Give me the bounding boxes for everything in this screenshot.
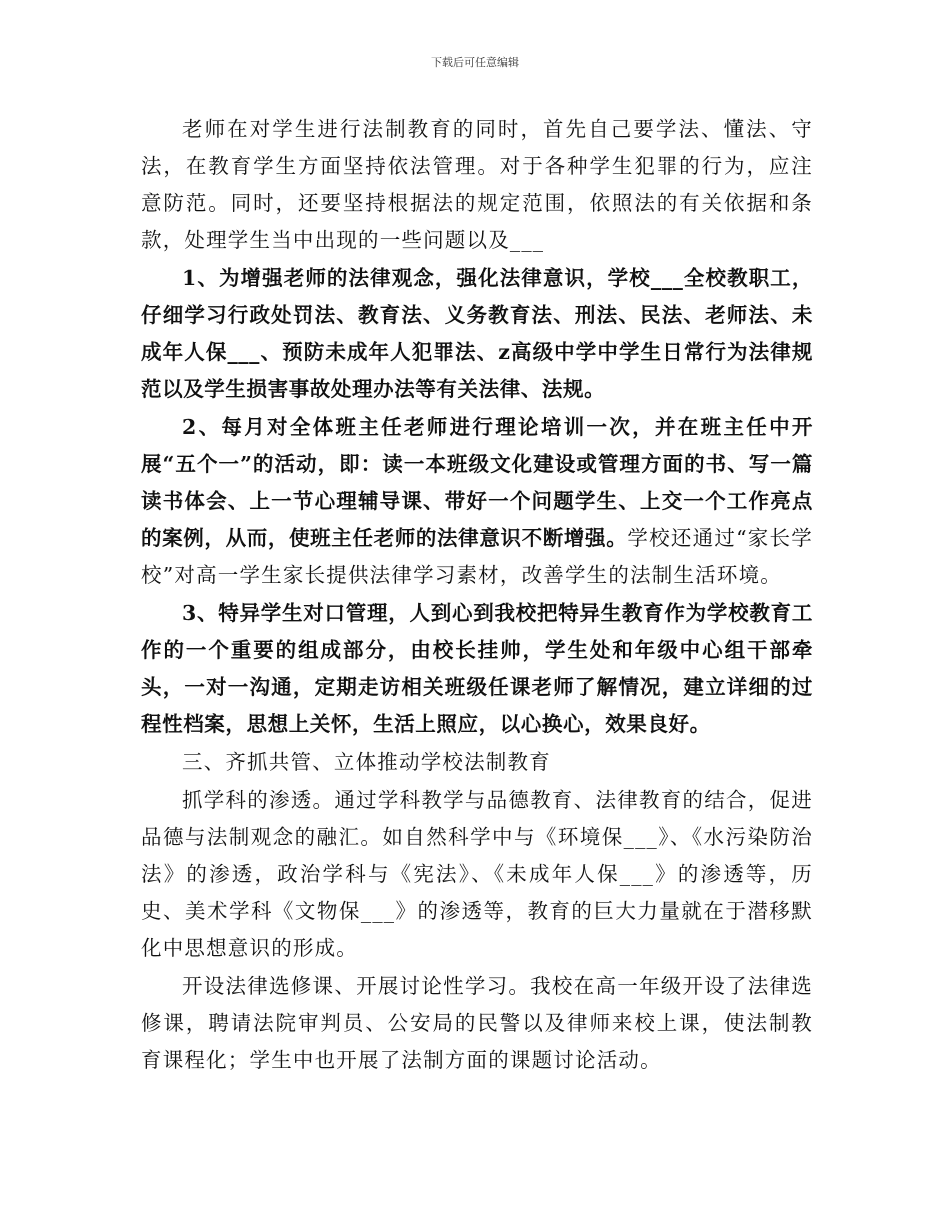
paragraph-intro: 老师在对学生进行法制教育的同时，首先自己要学法、懂法、守法，在教育学生方面坚持依法管理。对于各种学生犯罪的行为，应注意防范。同时，还要坚持根据法的规定范围，依照法的有关依据和条款，处理学生当中出现的一些问题以及___ <box>141 117 813 252</box>
header-note: 下载后可任意编辑 <box>431 56 519 69</box>
paragraph-item-2-bold: 2、每月对全体班主任老师进行理论培训一次，并在班主任中开展“五个一”的活动，即：读一本班级文化建设或管理方面的书、写一篇读书体会、上一节心理辅导课、带好一个问题学生、上交一个工作亮点的案例，从而，使班主任老师的法律意识不断增强。 <box>141 415 813 550</box>
paragraph-item-3: 3、特异学生对口管理，人到心到我校把特异生教育作为学校教育工作的一个重要的组成部分，由校长挂帅，学生处和年级中心组干部牵头，一对一沟通，定期走访相关班级任课老师了解情况，建立详细的过程性档案，思想上关怀，生活上照应，以心换心，效果良好。 <box>141 601 813 736</box>
paragraph-elective-course: 开设法律选修课、开展讨论性学习。我校在高一年级开设了法律选修课，聘请法院审判员、公安局的民警以及律师来校上课，使法制教育课程化；学生中也开展了法制方面的课题讨论活动。 <box>141 974 813 1072</box>
paragraph-item-2-normal: 学校还通过“家长学校”对高一学生家长提供法律学习素材，改善学生的法制生活环境。 <box>141 526 813 587</box>
paragraph-item-2 <box>141 409 813 594</box>
document-body <box>141 111 813 1080</box>
paragraph-subject-penetration: 抓学科的渗透。通过学科教学与品德教育、法律教育的结合，促进品德与法制观念的融汇。如自然科学中与《环境保___》、《水污染防治法》的渗透，政治学科与《宪法》、《未成年人保___》的渗透等，历史、美术学科《文物保___》的渗透等，教育的巨大力量就在于潜移默化中思想意识的形成。 <box>141 788 813 960</box>
paragraph-item-1: 1、为增强老师的法律观念，强化法律意识，学校___全校教职工，仔细学习行政处罚法、教育法、义务教育法、刑法、民法、老师法、未成年人保___、预防未成年人犯罪法、z高级中学中学生日常行为法律规范以及学生损害事故处理办法等有关法律、法规。 <box>141 266 813 401</box>
section-heading: 三、齐抓共管、立体推动学校法制教育 <box>182 750 551 774</box>
